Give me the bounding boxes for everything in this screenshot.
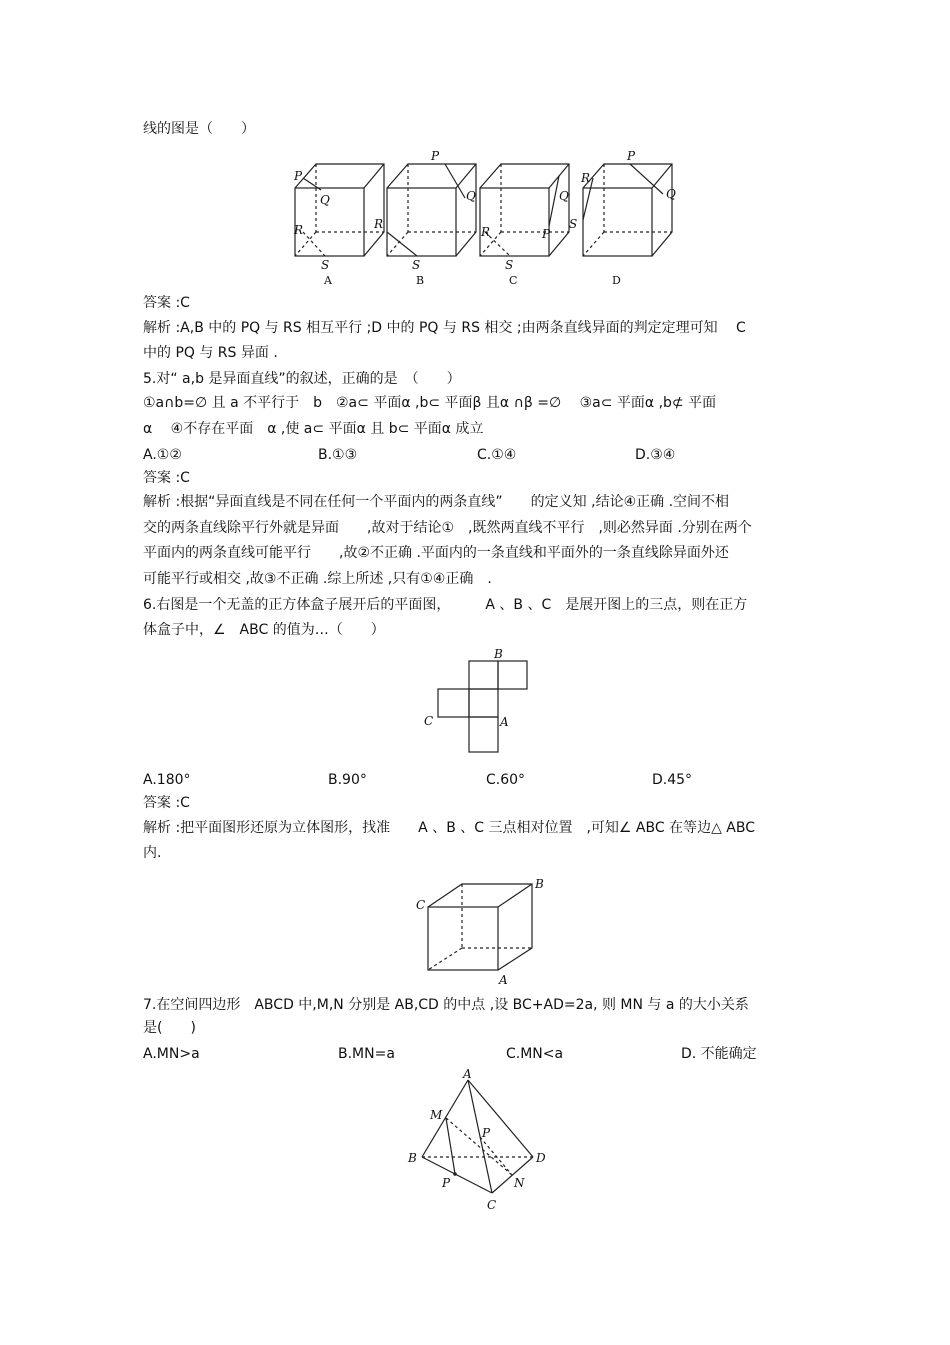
svg-text:Q: Q — [466, 189, 476, 203]
q5-analysis-2: 交的两条直线除平行外就是异面 ,故对于结论① ,既然两直线不平行 ,则必然异面 .分别在两个 — [143, 520, 752, 536]
q4-stem-tail: 线的图是（ ） — [143, 121, 255, 137]
svg-text:B: B — [535, 877, 544, 891]
svg-text:Q: Q — [320, 193, 330, 207]
cube-b — [387, 164, 476, 256]
svg-text:D: D — [536, 1151, 546, 1165]
q5-answer: 答案 :C — [143, 470, 190, 486]
svg-text:C: C — [424, 714, 434, 728]
q7-option-d: D. 不能确定 — [681, 1046, 757, 1062]
svg-text:S: S — [505, 258, 514, 272]
q6-option-b: B.90° — [328, 772, 367, 788]
svg-text:P: P — [627, 149, 636, 163]
q5-option-d: D.③④ — [635, 447, 676, 463]
cube-a-caption: A — [324, 274, 332, 287]
cube-c-caption: C — [509, 274, 518, 287]
q4-analysis-2: 中的 PQ 与 RS 异面 . — [143, 345, 278, 361]
q6-stem-2: 体盒子中，∠ ABC 的值为…（ ） — [143, 622, 385, 638]
q6-option-a: A.180° — [143, 772, 191, 788]
q6-stem-1: 6.右图是一个无盖的正方体盒子展开后的平面图， A 、B 、C 是展开图上的三点，则在正方 — [143, 597, 748, 613]
q5-analysis-1: 解析 :根据“异面直线是不同在任何一个平面内的两条直线” 的定义知 ,结论④正确 .空间不相 — [143, 494, 730, 510]
svg-text:P: P — [431, 149, 440, 163]
svg-text:Q: Q — [666, 187, 676, 201]
q7-stem-1: 7.在空间四边形 ABCD 中,M,N 分别是 AB,CD 的中点 ,设 BC+AD=2a, 则 MN 与 a 的大小关系 — [143, 997, 749, 1013]
q5-analysis-3: 平面内的两条直线可能平行 ,故②不正确 .平面内的一条直线和平面外的一条直线除异面外还 — [143, 545, 729, 561]
q6-analysis-1: 解析 :把平面图形还原为立体图形，找准 A 、B 、C 三点相对位置 ,可知∠ ABC 在等边△ ABC — [143, 820, 756, 836]
svg-text:B: B — [494, 647, 503, 661]
svg-text:N: N — [514, 1176, 525, 1190]
cube-d — [583, 164, 672, 256]
q4-answer: 答案 :C — [143, 295, 190, 311]
q5-analysis-4: 可能平行或相交 ,故③不正确 .综上所述 ,只有①④正确 . — [143, 571, 492, 587]
q6-net-figure — [420, 645, 540, 760]
q7-option-b: B.MN=a — [338, 1046, 395, 1062]
svg-text:P: P — [294, 169, 303, 183]
q5-conditions-2: α ④不存在平面 α ,使 a⊂ 平面α 且 b⊂ 平面α 成立 — [143, 421, 484, 437]
svg-text:B: B — [408, 1151, 417, 1165]
cube-c — [480, 164, 569, 256]
svg-text:S: S — [321, 258, 330, 272]
cube-d-caption: D — [612, 274, 621, 287]
svg-text:P: P — [542, 227, 551, 241]
svg-text:C: C — [487, 1198, 497, 1212]
svg-text:M: M — [430, 1108, 443, 1122]
svg-text:S: S — [569, 217, 578, 231]
q6-option-d: D.45° — [652, 772, 693, 788]
svg-text:R: R — [581, 171, 591, 185]
q7-tetrahedron-figure — [400, 1065, 560, 1215]
q5-conditions-1: ①a∩b=∅ 且 a 不平行于 b ②a⊂ 平面α ,b⊂ 平面β 且α ∩β =∅ ③a⊂ 平面α ,b⊄ 平面 — [143, 395, 717, 411]
svg-text:P: P — [442, 1176, 451, 1190]
q6-analysis-2: 内. — [143, 845, 162, 861]
q6-answer: 答案 :C — [143, 795, 190, 811]
q7-option-c: C.MN<a — [506, 1046, 564, 1062]
svg-text:R: R — [481, 225, 491, 239]
q5-option-a: A.①② — [143, 447, 182, 463]
svg-text:C: C — [416, 898, 426, 912]
svg-text:Q: Q — [559, 189, 569, 203]
q5-option-c: C.①④ — [477, 447, 517, 463]
svg-text:A: A — [463, 1067, 472, 1081]
q7-stem-2: 是( ) — [143, 1020, 196, 1036]
svg-text:A: A — [499, 973, 508, 987]
q5-option-b: B.①③ — [318, 447, 358, 463]
q6-option-c: C.60° — [486, 772, 526, 788]
svg-text:R: R — [374, 217, 384, 231]
svg-text:A: A — [500, 715, 509, 729]
cube-a — [295, 164, 384, 256]
svg-text:S: S — [412, 258, 421, 272]
svg-text:R: R — [294, 223, 304, 237]
svg-text:P: P — [482, 1126, 491, 1140]
q4-analysis-1: 解析 :A,B 中的 PQ 与 RS 相互平行 ;D 中的 PQ 与 RS 相交 ;由两条直线异面的判定定理可知 C — [143, 320, 746, 336]
q5-stem: 5.对“ a,b 是异面直线”的叙述，正确的是 （ ） — [143, 371, 461, 387]
q7-option-a: A.MN>a — [143, 1046, 200, 1062]
q6-cube-figure — [410, 872, 560, 990]
cube-b-caption: B — [416, 274, 425, 287]
q4-cubes-figure — [285, 148, 685, 288]
